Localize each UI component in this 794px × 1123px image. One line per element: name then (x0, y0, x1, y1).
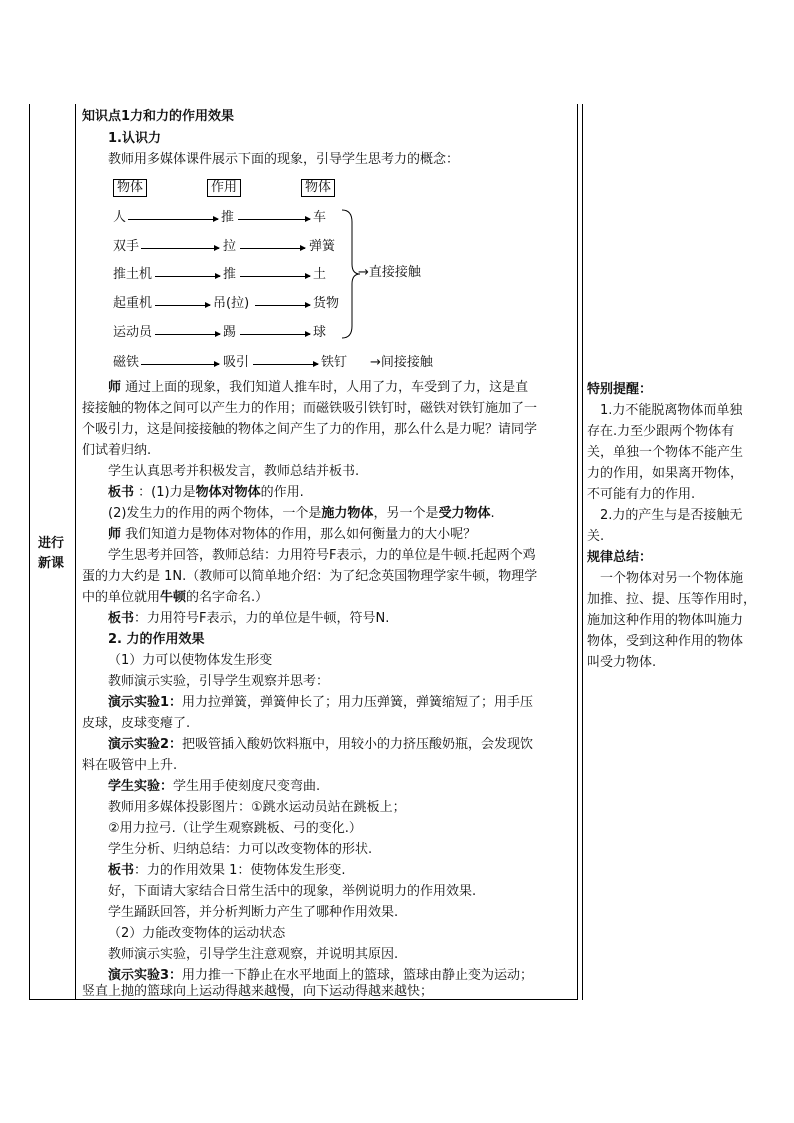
demo-3-line2: 竖直上抛的篮球向上运动得越来越慢，向下运动得越来越快； (82, 984, 434, 999)
para1-line4: 们试着归纳. (82, 443, 152, 458)
diagram-arrow (238, 219, 310, 220)
diagram-row-5-subject: 运动员 (113, 325, 153, 340)
row-label-line2: 新课 (38, 556, 65, 571)
diagram-row-4-object: 货物 (313, 296, 340, 311)
diagram-row-3-action: 推 (223, 267, 237, 282)
demo-1-line2: 皮球，皮球变瘪了. (82, 716, 191, 731)
table-border-col2 (577, 104, 578, 1000)
row-label-line1: 进行 (38, 536, 65, 551)
para2-line2: 蛋的力大约是 1N.（教师可以简单地介绍：为了纪念英国物理学家牛顿，物理学 (82, 569, 538, 584)
diagram-header-object-2: 物体 (301, 179, 335, 197)
diagram-row-5-object: 球 (313, 325, 327, 340)
para1-line1: 师 通过上面的现象，我们知道人推车时，人用了力，车受到了力，这是直 (108, 380, 529, 395)
diagram-arrow (240, 276, 310, 277)
diagram-arrow (155, 305, 210, 306)
board-note-2: (2)发生力的作用的两个物体，一个是施力物体，另一个是受力物体. (108, 506, 495, 521)
side-reminder-line: 存在.力至少跟两个物体有 (587, 424, 735, 439)
teacher-question: 师 我们知道力是物体对物体的作用，那么如何衡量力的大小呢？ (108, 527, 477, 542)
demo-3-line1: 演示实验3：用力推一下静止在水平地面上的篮球，篮球由静止变为运动； (108, 968, 534, 983)
diagram-arrow (155, 334, 220, 335)
diagram-row-2-object: 弹簧 (309, 239, 336, 254)
diagram-row-4-action: 吊(拉) (213, 296, 250, 311)
para2-line3: 中的单位就用牛顿的名字命名.） (82, 590, 269, 605)
diagram-row-5-action: 踢 (223, 325, 237, 340)
subsection-2-1: （1）力可以使物体发生形变 (108, 653, 273, 668)
diagram-arrow (128, 219, 218, 220)
diagram-magnet-action: 吸引 (223, 355, 250, 370)
student-experiment: 学生实验：学生用手使刻度尺变弯曲. (108, 779, 321, 794)
demo-2-line1: 演示实验2：把吸管插入酸奶饮料瓶中，用较小的力挤压酸奶瓶，会发现饮 (108, 737, 534, 752)
side-reminder-line: 力的作用，如果离开物体， (587, 466, 744, 481)
board-note-4: 板书：力的作用效果 1：使物体发生形变. (108, 863, 346, 878)
diagram-arrow (141, 364, 219, 365)
side-rule-line: 施加这种作用的物体叫施力 (587, 613, 744, 628)
diagram-row-1-object: 车 (313, 210, 327, 225)
diagram-arrow (253, 364, 318, 365)
para1-line3: 个吸引力，这是间接接触的物体之间产生了力的作用，那么什么是力呢？请同学 (82, 422, 538, 437)
demo-2-line2: 料在吸管中上升. (82, 758, 178, 773)
diagram-row-1-subject: 人 (113, 210, 127, 225)
side-reminder-line: 关. (587, 529, 605, 544)
summary-line: 学生认真思考并积极发言，教师总结并板书. (108, 464, 360, 479)
diagram-indirect-contact: →间接接触 (370, 355, 433, 370)
diagram-arrow (255, 305, 310, 306)
side-rule-line: 一个物体对另一个物体施 (600, 571, 744, 586)
side-reminder-line: 1.力不能脱离物体而单独 (600, 403, 743, 418)
board-note-1: 板书 ：(1)力是物体对物体的作用. (108, 485, 304, 500)
side-rule-line: 叫受力物体. (587, 655, 657, 670)
table-border-col1 (75, 104, 76, 1000)
board-note-3: 板书：力用符号F表示，力的单位是牛顿，符号N. (108, 611, 390, 626)
diagram-row-4-subject: 起重机 (113, 296, 153, 311)
student-answer: 学生踊跃回答，并分析判断力产生了哪种作用效果. (108, 905, 399, 920)
demo-intro-2: 教师演示实验，引导学生注意观察，并说明其原因. (108, 947, 399, 962)
diagram-magnet-object: 铁钉 (321, 355, 348, 370)
diagram-magnet-subject: 磁铁 (113, 355, 140, 370)
section-title: 知识点1力和力的作用效果 (82, 109, 235, 124)
diagram-row-2-action: 拉 (223, 239, 237, 254)
subsection-2-title: 2. 力的作用效果 (108, 632, 205, 647)
examples-prompt: 好，下面请大家结合日常生活中的现象，举例说明力的作用效果. (108, 884, 477, 899)
table-border-col2b (582, 104, 583, 1000)
side-reminder-line: 2.力的产生与是否接触无 (600, 508, 743, 523)
diagram-row-2-subject: 双手 (113, 239, 140, 254)
diagram-arrow (141, 248, 219, 249)
analysis-line: 学生分析、归纳总结：力可以改变物体的形状. (108, 842, 373, 857)
para2-line1: 学生思考并回答，教师总结：力用符号F表示，力的单位是牛顿.托起两个鸡 (108, 548, 536, 563)
demo-1-line1: 演示实验1：用力拉弹簧，弹簧伸长了；用力压弹簧，弹簧缩短了；用手压 (108, 695, 534, 710)
diagram-arrow (155, 276, 220, 277)
intro-text: 教师用多媒体课件展示下面的现象，引导学生思考力的概念： (108, 152, 460, 167)
diagram-arrow (240, 248, 305, 249)
diagram-row-3-subject: 推土机 (113, 267, 153, 282)
para1-line2: 接接触的物体之间可以产生力的作用；而磁铁吸引铁钉时，磁铁对铁钉施加了一 (82, 401, 538, 416)
diagram-row-3-object: 土 (313, 267, 327, 282)
side-title-rule: 规律总结： (587, 550, 653, 565)
media-line2: ②用力拉弓.（让学生观察跳板、弓的变化.） (108, 821, 362, 836)
demo-intro: 教师演示实验，引导学生观察并思考： (108, 674, 330, 689)
diagram-arrow (240, 334, 310, 335)
side-rule-line: 物体，受到这种作用的物体 (587, 634, 744, 649)
diagram-direct-contact: →直接接触 (358, 265, 421, 280)
media-line1: 教师用多媒体投影图片：①跳水运动员站在跳板上； (108, 800, 406, 815)
side-reminder-line: 关，单独一个物体不能产生 (587, 445, 744, 460)
diagram-row-1-action: 推 (221, 210, 235, 225)
side-rule-line: 加推、拉、提、压等作用时， (587, 592, 757, 607)
table-border-left (29, 104, 30, 1000)
side-title-reminder: 特别提醒： (587, 382, 653, 397)
side-reminder-line: 不可能有力的作用. (587, 487, 696, 502)
subsection-1-title: 1.认识力 (108, 131, 161, 146)
subsection-2-2: （2）力能改变物体的运动状态 (108, 926, 286, 941)
diagram-header-action: 作用 (207, 179, 241, 197)
diagram-header-object-1: 物体 (113, 179, 147, 197)
